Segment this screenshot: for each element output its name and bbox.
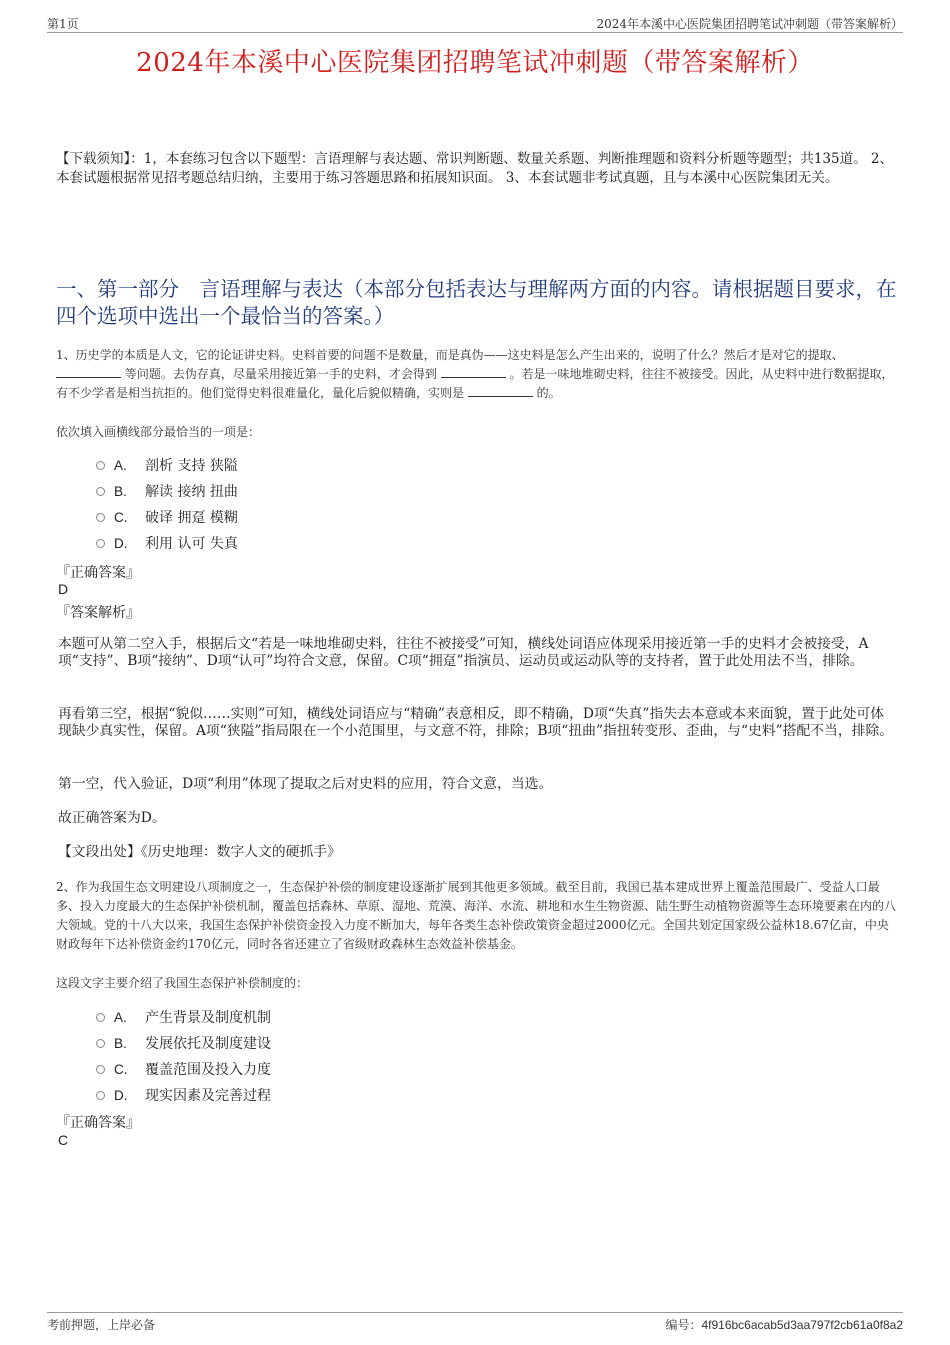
option-c[interactable]: C. 覆盖范围及投入力度 [96,1056,271,1082]
question-1-stem [56,346,898,403]
question-1-text-part: 等问题。去伪存真，尽量采用接近第一手的史料，才会得到 [124,367,437,381]
page-title: 2024年本溪中心医院集团招聘笔试冲刺题（带答案解析） [136,48,814,78]
analysis-label: 『答案解析』 [56,605,140,621]
question-2-stem: 2、作为我国生态文明建设八项制度之一，生态保护补偿的制度建设逐渐扩展到其他更多领域。截至目前，我国已基本建成世界上覆盖范围最广、受益人口最多、投入力度最大的生态保护补偿机制，覆盖包括森林、草原、湿地、荒漠、海洋、水流、耕地和水生生物资源、陆生野生动植物资源等生态环境要素在内的八大领域。党的十八大以来，我国生态保护补偿资金投入力度不断加大，每年各类生态补偿政策资金超过2000亿元。全国共划定国家级公益林18.67亿亩，中央财政每年下达补偿资金约170亿元，同时各省还建立了省级财政森林生态效益补偿基金。 [56,880,897,951]
analysis-paragraph: 第一空，代入验证，D项“利用”体现了提取之后对史料的应用，符合文意，当选。 [58,776,553,792]
option-text: 产生背景及制度机制 [145,1010,271,1026]
option-text: 发展依托及制度建设 [145,1036,271,1052]
fill-blank-1 [56,365,121,378]
page-footer [47,1312,903,1331]
footer-slogan: 考前押题，上岸必备 [47,1318,156,1332]
section-heading: 一、第一部分 言语理解与表达（本部分包括表达与理解两方面的内容。请根据题目要求，在四个选项中选出一个最恰当的答案。） [56,277,897,328]
option-text: 现实因素及完善过程 [145,1088,271,1104]
question-2-instruction: 这段文字主要介绍了我国生态保护补偿制度的： [56,976,309,990]
fill-blank-2 [441,365,506,378]
question-1-options [96,452,238,556]
option-text: 利用 认可 失真 [145,536,238,552]
option-text: 覆盖范围及投入力度 [145,1062,271,1078]
analysis-paragraph: 再看第三空，根据“貌似……实则”可知，横线处词语应与“精确”表意相反，即不精确，D项“失真”指失去本意或本来面貌，置于此处可体现缺少真实性，保留。A项“狭隘”指局限在一个小范围里，与文意不符，排除；B项“扭曲”指扭转变形、歪曲，与“史料”搭配不当，排除。 [58,706,894,739]
header-doc-title: 2024年本溪中心医院集团招聘笔试冲刺题（带答案解析） [596,17,903,31]
option-b[interactable]: B. 解读 接纳 扭曲 [96,478,238,504]
option-c[interactable]: C. 破译 拥趸 模糊 [96,504,238,530]
radio-icon[interactable] [96,461,105,470]
analysis-paragraph: 故正确答案为D。 [58,810,166,826]
option-d[interactable]: D. 利用 认可 失真 [96,530,238,556]
radio-icon[interactable] [96,513,105,522]
option-text: 剖析 支持 狭隘 [145,458,238,474]
source-citation: 【文段出处】《历史地理：数字人文的硬抓手》 [58,844,341,860]
analysis-paragraph: 本题可从第二空入手，根据后文“若是一味地堆砌史料，往往不被接受”可知，横线处词语应体现采用接近第一手的史料才会被接受，A项“支持”、B项“接纳”、D项“认可”均符合文意，保留。C项“拥趸”指演员、运动员或运动队等的支持者，置于此处用法不当，排除。 [58,636,869,669]
fill-blank-3 [468,384,533,397]
page-number: 第1页 [47,17,79,31]
question-1-instruction: 依次填入画横线部分最恰当的一项是： [56,425,261,439]
radio-icon[interactable] [96,1039,105,1048]
correct-answer-label: 『正确答案』 [56,1115,140,1131]
download-notice: 【下载须知】：1，本套练习包含以下题型：言语理解与表达题、常识判断题、数量关系题、判断推理题和资料分析题等题型；共135道。 2、本套试题根据常见招考题总结归纳，主要用于练习答题思路和拓展知识面。 3、本套试题非考试真题，且与本溪中心医院集团无关。 [56,151,893,186]
radio-icon[interactable] [96,487,105,496]
correct-answer: C [58,1132,69,1148]
radio-icon[interactable] [96,1013,105,1022]
radio-icon[interactable] [96,1091,105,1100]
option-text: 破译 拥趸 模糊 [145,510,238,526]
option-text: 解读 接纳 扭曲 [145,484,238,500]
question-2-options [96,1004,271,1108]
page-header [47,14,903,33]
correct-answer-label: 『正确答案』 [56,565,140,581]
question-1-text-part: 1、历史学的本质是人文，它的论证讲史料。史料首要的问题不是数量，而是真伪——这史料是怎么产生出来的，说明了什么？然后才是对它的提取、 [56,348,844,362]
question-1-text-part: 的。 [536,386,561,400]
option-a[interactable]: A. 剖析 支持 狭隘 [96,452,238,478]
correct-answer: D [58,581,69,597]
radio-icon[interactable] [96,1065,105,1074]
radio-icon[interactable] [96,539,105,548]
document-code: 编号：4f916bc6acab5d3aa797f2cb61a0f8a2 [665,1318,903,1332]
option-a[interactable]: A. 产生背景及制度机制 [96,1004,271,1030]
option-d[interactable]: D. 现实因素及完善过程 [96,1082,271,1108]
option-b[interactable]: B. 发展依托及制度建设 [96,1030,271,1056]
question-1-text-part: 。若是一味地堆砌史料，往往不被接受。因此，从史料中进行数据提取，有不少学者是相当抗拒的。他们觉得史料很难量化，量化后貌似精确，实则是 [56,367,894,400]
